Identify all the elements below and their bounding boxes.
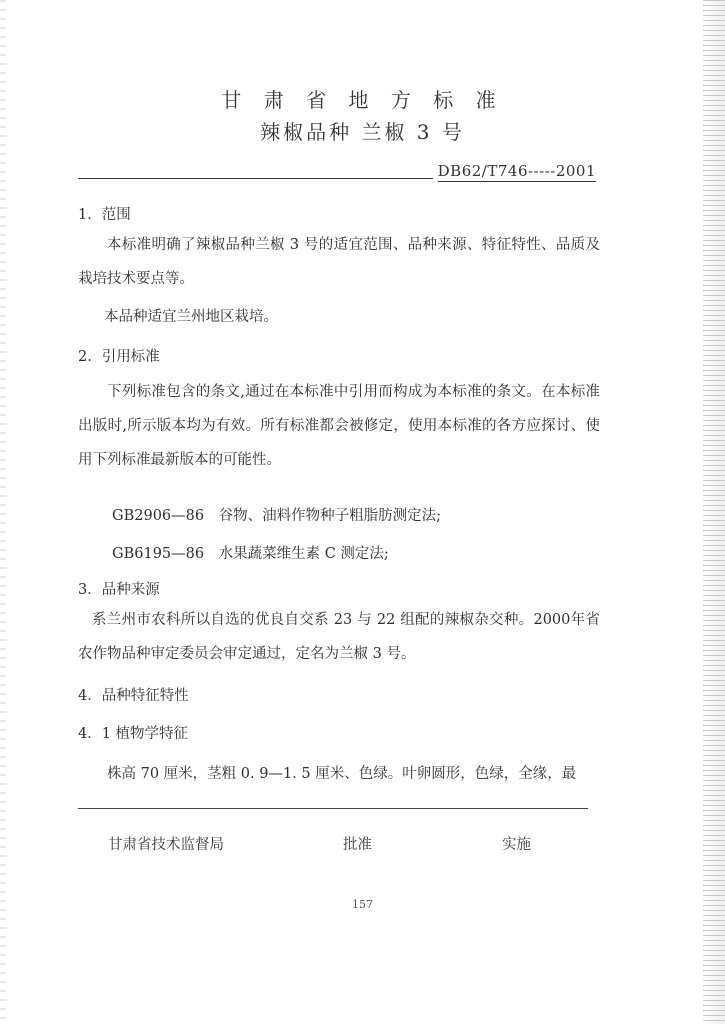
section-2-paragraph-1: 下列标准包含的条文,通过在本标准中引用而构成为本标准的条文。在本标准出版时,所示版本均为有效。所有标准都会被修定，使用本标准的各方应探讨、使用下列标准最新版本的可能性。 (78, 384, 600, 468)
scan-edge-right (703, 0, 725, 1024)
document-subtitle: 辣椒品种 兰椒 3 号 (260, 120, 465, 144)
section-4-1-paragraph-1: 株高 70 厘米，茎粗 0. 9—1. 5 厘米、色绿。叶卵圆形，色绿，全缘，最 (107, 766, 577, 782)
standard-code-row (78, 162, 596, 186)
reference-gb2906: GB2906—86 谷物、油料作物种子粗脂肪测定法; (112, 508, 441, 524)
scan-edge-left (0, 0, 6, 1024)
page-number: 157 (352, 898, 373, 911)
section-3-paragraph-1: 系兰州市农科所以自选的优良自交系 23 与 22 组配的辣椒杂交种。2000年省农作物品种审定委员会审定通过，定名为兰椒 3 号。 (78, 612, 600, 662)
reference-gb6195: GB6195—86 水果蔬菜维生素 C 测定法; (112, 546, 389, 562)
footer-implement: 实施 (502, 837, 531, 853)
footer-approved: 批准 (343, 837, 372, 853)
section-3-heading: 3．品种来源 (78, 582, 160, 598)
section-2-heading: 2．引用标准 (78, 349, 160, 365)
footer-rule (78, 808, 588, 809)
section-1-paragraph-2: 本品种适宜兰州地区栽培。 (104, 309, 278, 325)
footer-issuer: 甘肃省技术监督局 (108, 837, 224, 853)
document-title: 甘 肃 省 地 方 标 准 (221, 88, 504, 112)
section-1-paragraph-1: 本标准明确了辣椒品种兰椒 3 号的适宜范围、品种来源、特征特性、品质及栽培技术要点等。 (78, 237, 600, 287)
section-1-heading: 1．范围 (78, 207, 131, 223)
header-rule (78, 178, 433, 179)
section-4-1-heading: 4．1 植物学特征 (78, 726, 189, 742)
standard-code: DB62/T746-----2001 (437, 162, 596, 180)
section-4-heading: 4．品种特征特性 (78, 688, 189, 704)
